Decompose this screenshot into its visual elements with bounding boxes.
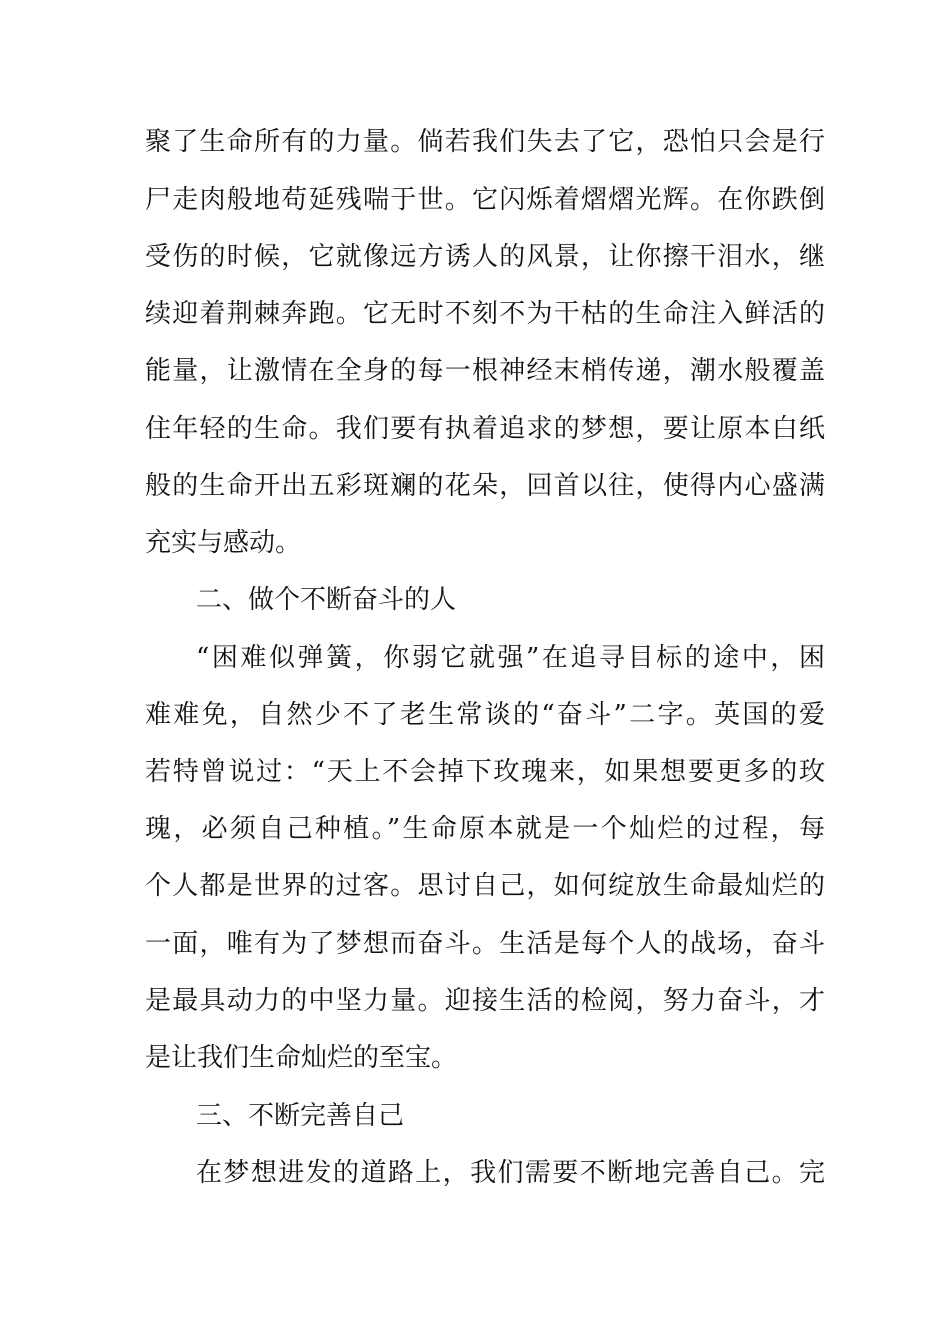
body-text-line: 是让我们生命灿烂的至宝。 [145,1043,458,1073]
body-text-line: “困难似弹簧，你弱它就强”在追寻目标的途中，困 [196,643,825,673]
body-text-line: 尸走肉般地苟延残喘于世。它闪烁着熠熠光辉。在你跌倒 [145,185,825,215]
body-text-line: 续迎着荆棘奔跑。它无时不刻不为干枯的生命注入鲜活的 [145,299,825,329]
body-text-line: 个人都是世界的过客。思讨自己，如何绽放生命最灿烂的 [145,871,825,901]
section-heading-3: 三、不断完善自己 [196,1101,405,1131]
section-heading-2: 二、做个不断奋斗的人 [196,585,457,615]
body-text-line: 能量，让激情在全身的每一根神经末梢传递，潮水般覆盖 [145,356,825,386]
body-text-line: 在梦想进发的道路上，我们需要不断地完善自己。完 [196,1158,825,1188]
body-text-line: 受伤的时候，它就像远方诱人的风景，让你擦干泪水，继 [145,242,825,272]
body-text-line: 般的生命开出五彩斑斓的花朵，回首以往，使得内心盛满 [145,471,825,501]
body-text-line: 瑰，必须自己种植。”生命原本就是一个灿烂的过程，每 [145,814,825,844]
body-text-line: 是最具动力的中坚力量。迎接生活的检阅，努力奋斗，才 [145,986,825,1016]
body-text-line: 难难免，自然少不了老生常谈的“奋斗”二字。英国的爱 [145,700,825,730]
body-text-line: 住年轻的生命。我们要有执着追求的梦想，要让原本白纸 [145,414,825,444]
body-text-line: 充实与感动。 [145,528,302,558]
body-text-line: 若特曾说过：“天上不会掉下玫瑰来，如果想要更多的玫 [145,757,825,787]
body-text-line: 聚了生命所有的力量。倘若我们失去了它，恐怕只会是行 [145,127,825,157]
body-text-line: 一面，唯有为了梦想而奋斗。生活是每个人的战场，奋斗 [145,929,825,959]
